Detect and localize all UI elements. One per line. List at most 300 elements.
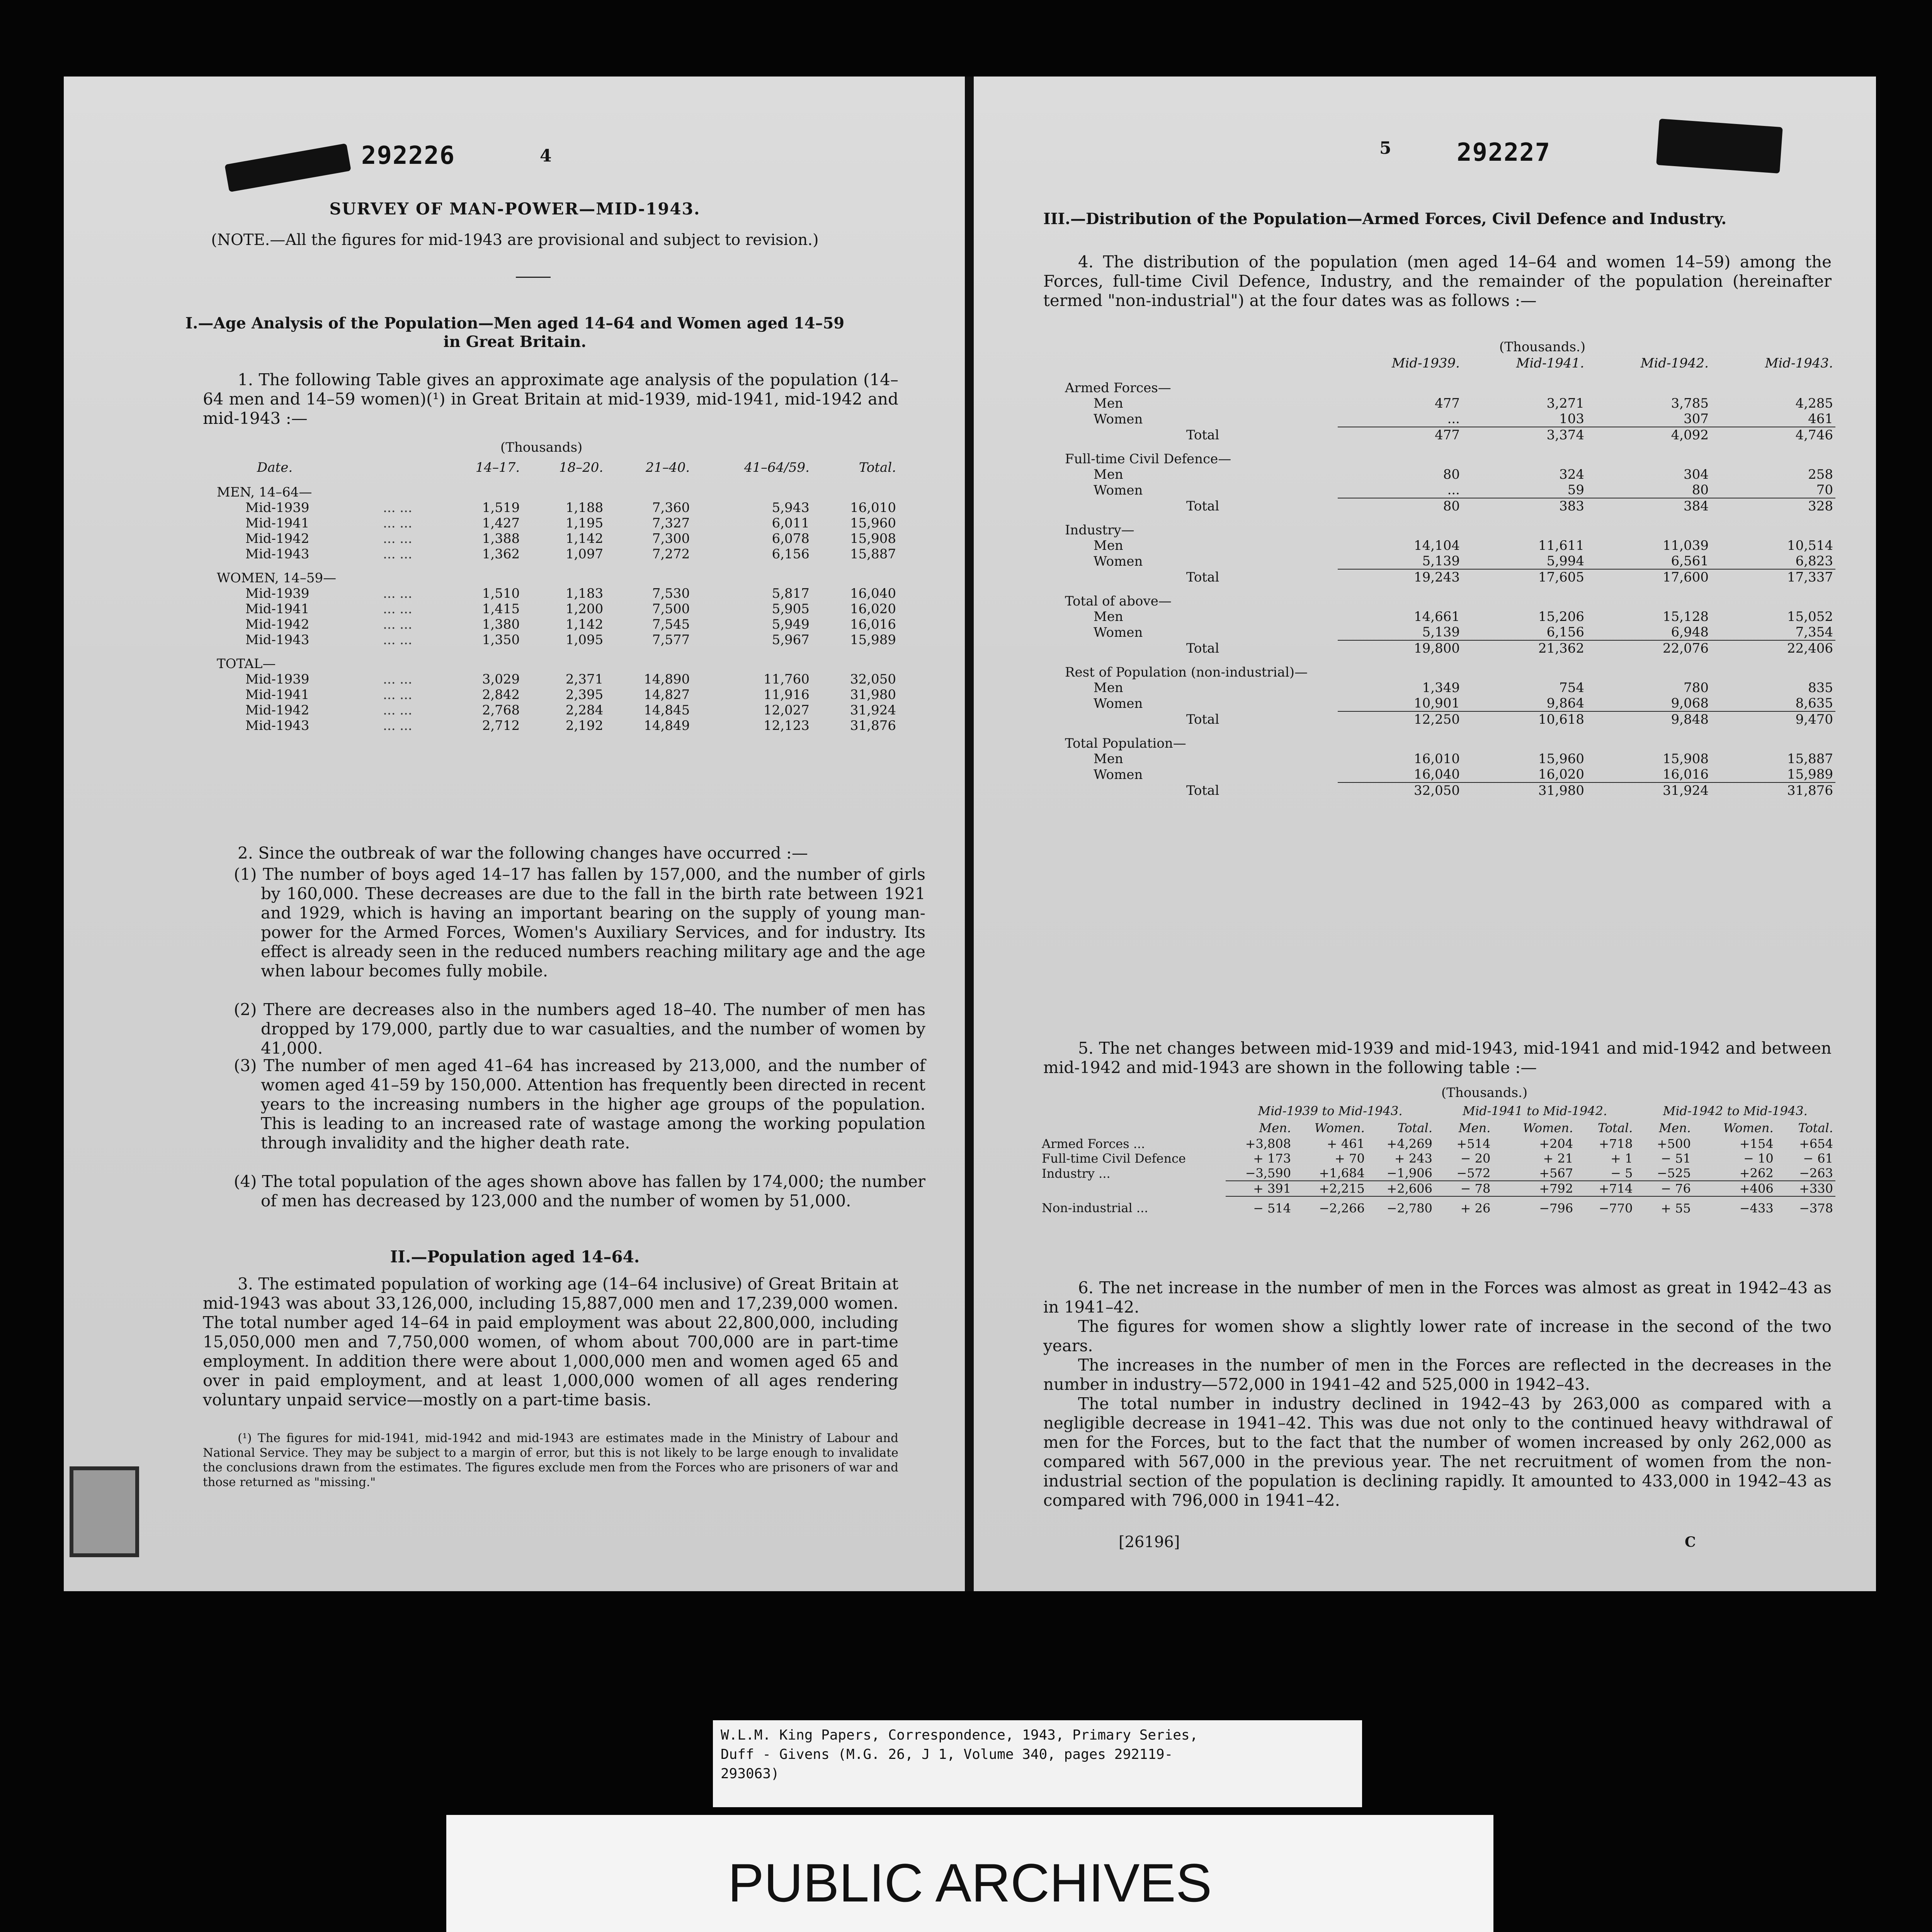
change-item-2: (2) There are decreases also in the numbers aged 18–40. The number of men has dropped by 179,000, partly due to war casualties, and the number of women by 41,000. bbox=[234, 1000, 925, 1058]
table-cell: 7,360 bbox=[652, 500, 690, 515]
table-row bbox=[214, 531, 898, 546]
table1-group-row bbox=[214, 562, 898, 586]
table-cell: +4,269 bbox=[1386, 1136, 1432, 1151]
table-cell: ... bbox=[1447, 411, 1460, 427]
total-label: Total bbox=[1186, 498, 1219, 514]
leader-dots: ... ... bbox=[383, 702, 412, 718]
signature-letter: C bbox=[1685, 1534, 1696, 1550]
table1-header: 21–40. bbox=[645, 460, 690, 475]
table-cell: 5,994 bbox=[1546, 553, 1584, 569]
table-cell: + 26 bbox=[1435, 1196, 1493, 1219]
table3-subheader: Total. bbox=[1397, 1121, 1432, 1135]
table-cell: 21,362 bbox=[1462, 640, 1587, 656]
table-cell: 4,285 bbox=[1795, 396, 1833, 411]
table-cell: 2,371 bbox=[565, 672, 604, 687]
table2-group-label: Armed Forces— bbox=[1065, 380, 1171, 396]
table-cell: 12,027 bbox=[763, 702, 810, 718]
table-cell: 304 bbox=[1684, 467, 1709, 482]
table-cell: − 5 bbox=[1611, 1166, 1633, 1180]
table-cell: 4,746 bbox=[1711, 427, 1835, 443]
table-cell: +500 bbox=[1656, 1136, 1691, 1151]
table-cell: + 70 bbox=[1335, 1151, 1365, 1166]
paragraph-3: 3. The estimated population of working age (14–64 inclusive) of Great Britain at mid-1943 was about 33,126,000, including 15,887,000 men and 17,239,000 women. The total number aged 14–64 in paid employment was about 22,800,000, including 15,050,000 men and 7,750,000 women, of whom about 700,000 are in part-time employment. In addition there were about 1,000,000 men and women aged 65 and over in paid employment, and at least 1,000,000 women of all ages rendering voluntary unpaid service—mostly on a part-time basis. bbox=[203, 1274, 898, 1409]
table-row bbox=[214, 687, 898, 702]
table1-group-row bbox=[214, 648, 898, 672]
row-label: Men bbox=[1094, 467, 1123, 482]
table-cell: 1,349 bbox=[1422, 680, 1460, 696]
table-cell: 1,097 bbox=[565, 546, 604, 562]
table-cell: 477 bbox=[1435, 396, 1460, 411]
table-row bbox=[1063, 396, 1835, 411]
table3-unit: (Thousands.) bbox=[1441, 1085, 1528, 1100]
table2-header: Mid-1939. bbox=[1391, 355, 1460, 371]
table-cell: 6,948 bbox=[1671, 624, 1709, 640]
table-cell: 5,139 bbox=[1422, 553, 1460, 569]
table-cell: + 21 bbox=[1543, 1151, 1573, 1166]
table-cell: 1,427 bbox=[482, 515, 520, 531]
table-row bbox=[1063, 680, 1835, 696]
table-cell: 6,078 bbox=[772, 531, 810, 546]
page-stamp-number: 292226 bbox=[361, 141, 456, 170]
table-cell: 7,272 bbox=[652, 546, 690, 562]
table-cell: − 514 bbox=[1226, 1196, 1293, 1219]
table-cell: 2,768 bbox=[482, 702, 520, 718]
table-cell: 9,470 bbox=[1711, 711, 1835, 727]
table1-header: Date. bbox=[257, 460, 293, 475]
table-row bbox=[1063, 467, 1835, 482]
leader-dots: ... ... bbox=[383, 500, 412, 515]
table-cell: 7,300 bbox=[652, 531, 690, 546]
row-label: Men bbox=[1094, 396, 1123, 411]
table-cell: 1,188 bbox=[565, 500, 604, 515]
table-cell: +3,808 bbox=[1245, 1136, 1291, 1151]
table-cell: 1,510 bbox=[482, 586, 520, 601]
table-cell: 7,577 bbox=[652, 632, 690, 648]
row-date: Mid-1943 bbox=[245, 632, 310, 648]
table-cell: −770 bbox=[1575, 1196, 1635, 1219]
paragraph-6: 6. The net increase in the number of men in the Forces was almost as great in 1942–43 as in 1941–42. bbox=[1043, 1278, 1832, 1316]
table-cell: 15,960 bbox=[1538, 751, 1584, 767]
table-cell: 11,611 bbox=[1538, 538, 1584, 553]
table-row bbox=[214, 546, 898, 562]
paragraph-8: The increases in the number of men in the Forces are reflected in the decreases in the number in industry—572,000 in 1941–42 and 525,000 in 1942–43. bbox=[1043, 1355, 1832, 1394]
page-title: SURVEY OF MAN-POWER—MID-1943. bbox=[329, 199, 701, 218]
table-row bbox=[214, 500, 898, 515]
table-row bbox=[1039, 1196, 1835, 1219]
paragraph-9: The total number in industry declined in 1942–43 by 263,000 as compared with a negligible decrease in 1941–42. This was due not only to the continued heavy withdrawal of men for the Forces, but to the fact that the number of women increased by only 262,000 as compared with 567,000 in the previous year. The net recruitment of women from the non-industrial section of the population is declining rapidly. It amounted to 433,000 in 1942–43 as compared with 796,000 in 1941–42. bbox=[1043, 1394, 1832, 1510]
table-row bbox=[1063, 538, 1835, 553]
table-cell: 15,128 bbox=[1663, 609, 1709, 624]
table-cell: 9,864 bbox=[1546, 696, 1584, 711]
table-row bbox=[214, 515, 898, 531]
table-cell: +654 bbox=[1799, 1136, 1833, 1151]
leader-dots: ... ... bbox=[383, 687, 412, 702]
table-cell: 8,635 bbox=[1795, 696, 1833, 711]
leader-dots: ... ... bbox=[383, 531, 412, 546]
net-changes-table bbox=[1039, 1102, 1835, 1219]
change-item-1: (1) The number of boys aged 14–17 has fallen by 157,000, and the number of girls by 160,000. These decreases are due to the fall in the birth rate between 1921 and 1929, which is having an important bearing on the supply of young man-power for the Armed Forces, Women's Auxiliary Services, and for industry. Its effect is already seen in the reduced numbers reaching military age and the age when labour becomes fully mobile. bbox=[234, 865, 925, 980]
table-cell: 14,104 bbox=[1414, 538, 1460, 553]
section2-heading: II.—Population aged 14–64. bbox=[390, 1247, 640, 1266]
table-total-row bbox=[1063, 427, 1835, 443]
table-cell: 7,354 bbox=[1795, 624, 1833, 640]
title-divider bbox=[516, 277, 551, 278]
table-cell: 5,949 bbox=[772, 617, 810, 632]
table-cell: +154 bbox=[1739, 1136, 1774, 1151]
table-cell: 59 bbox=[1567, 482, 1584, 498]
table-cell: 103 bbox=[1559, 411, 1584, 427]
table2-group-label: Total Population— bbox=[1065, 736, 1186, 751]
table-cell: + 391 bbox=[1226, 1181, 1293, 1196]
table-row bbox=[214, 718, 898, 733]
table-cell: −2,266 bbox=[1293, 1196, 1367, 1219]
table-cell: 2,395 bbox=[565, 687, 604, 702]
table-cell: − 78 bbox=[1435, 1181, 1493, 1196]
table-cell: 328 bbox=[1711, 498, 1835, 514]
row-date: Mid-1943 bbox=[245, 546, 310, 562]
table-cell: 17,337 bbox=[1711, 569, 1835, 585]
table-cell: 3,271 bbox=[1546, 396, 1584, 411]
table1-group-label: TOTAL— bbox=[217, 656, 276, 672]
table-cell: 6,823 bbox=[1795, 553, 1833, 569]
table-row bbox=[1039, 1166, 1835, 1181]
table1-group-label: MEN, 14–64— bbox=[217, 485, 312, 500]
change-item-4: (4) The total population of the ages shown above has fallen by 174,000; the number of men has decreased by 123,000 and the number of women by 51,000. bbox=[234, 1172, 925, 1210]
table-cell: 384 bbox=[1587, 498, 1711, 514]
table-cell: 22,076 bbox=[1587, 640, 1711, 656]
table-cell: 15,908 bbox=[1663, 751, 1709, 767]
page-number: 4 bbox=[540, 146, 552, 166]
table-cell: +406 bbox=[1693, 1181, 1776, 1196]
table-cell: 16,010 bbox=[850, 500, 896, 515]
table-cell: 7,500 bbox=[652, 601, 690, 617]
row-label: Women bbox=[1094, 624, 1143, 640]
table-cell: 31,876 bbox=[850, 718, 896, 733]
table-cell: 324 bbox=[1559, 467, 1584, 482]
total-label: Total bbox=[1186, 569, 1219, 585]
redaction-bar bbox=[224, 143, 351, 192]
table1-group-row bbox=[214, 476, 898, 500]
table-cell: 16,016 bbox=[850, 617, 896, 632]
table-cell: −433 bbox=[1693, 1196, 1776, 1219]
table-row bbox=[1039, 1151, 1835, 1166]
change-item-3: (3) The number of men aged 41–64 has increased by 213,000, and the number of women aged 41–59 by 150,000. Attention has frequently been directed in recent years to the increasing numbers in the higher age groups of the population. This is leading to an increased rate of wastage among the working population through invalidity and the higher death rate. bbox=[234, 1056, 925, 1152]
table2-unit: (Thousands.) bbox=[1499, 339, 1586, 355]
table-cell: 1,380 bbox=[482, 617, 520, 632]
table-cell: 12,123 bbox=[763, 718, 810, 733]
table-cell: −3,590 bbox=[1245, 1166, 1291, 1180]
table-cell: 7,327 bbox=[652, 515, 690, 531]
table-row bbox=[214, 617, 898, 632]
leader-dots: ... ... bbox=[383, 617, 412, 632]
table-cell: +514 bbox=[1456, 1136, 1491, 1151]
table-cell: +262 bbox=[1739, 1166, 1774, 1180]
table-cell: 6,011 bbox=[772, 515, 810, 531]
table-row bbox=[1063, 553, 1835, 569]
table-cell: 16,040 bbox=[850, 586, 896, 601]
table-cell: 15,989 bbox=[1787, 767, 1833, 782]
table-cell: 1,142 bbox=[565, 531, 604, 546]
table-cell: 19,243 bbox=[1338, 569, 1462, 585]
table-cell: 1,519 bbox=[482, 500, 520, 515]
table-cell: 70 bbox=[1816, 482, 1833, 498]
print-code: [26196] bbox=[1119, 1533, 1180, 1551]
table-cell: −263 bbox=[1799, 1166, 1833, 1180]
table-cell: 15,206 bbox=[1538, 609, 1584, 624]
row-label: Full-time Civil Defence bbox=[1042, 1151, 1186, 1166]
table-cell: 383 bbox=[1462, 498, 1587, 514]
table-cell: 754 bbox=[1559, 680, 1584, 696]
table-cell: 31,924 bbox=[1587, 782, 1711, 798]
paragraph-7: The figures for women show a slightly lower rate of increase in the second of the two years. bbox=[1043, 1317, 1832, 1355]
table3-subheader: Men. bbox=[1659, 1121, 1691, 1135]
table-row bbox=[1063, 624, 1835, 640]
table-cell: 16,020 bbox=[1538, 767, 1584, 782]
table-cell: 11,039 bbox=[1663, 538, 1709, 553]
section1-heading-line2: in Great Britain. bbox=[443, 333, 587, 351]
right-page bbox=[974, 77, 1876, 1591]
table-row bbox=[214, 672, 898, 687]
table-cell: 14,849 bbox=[644, 718, 690, 733]
table-cell: −796 bbox=[1493, 1196, 1575, 1219]
paragraph-4: 4. The distribution of the population (men aged 14–64 and women 14–59) among the Forces, full-time Civil Defence, Industry, and the remainder of the population (hereinafter termed "non-industrial") at the four dates was as follows :— bbox=[1043, 252, 1832, 310]
table-cell: +1,684 bbox=[1319, 1166, 1365, 1180]
table-cell: + 461 bbox=[1327, 1136, 1365, 1151]
table-cell: 7,530 bbox=[652, 586, 690, 601]
table-total-row bbox=[1063, 711, 1835, 727]
table2-group-label: Full-time Civil Defence— bbox=[1065, 451, 1231, 467]
row-label: Women bbox=[1094, 482, 1143, 498]
row-label: Non-industrial ... bbox=[1042, 1201, 1148, 1215]
archive-reference-line2: Duff - Givens (M.G. 26, J 1, Volume 340, pages 292119- bbox=[721, 1747, 1173, 1762]
table-cell: +2,606 bbox=[1367, 1181, 1435, 1196]
table-cell: 22,406 bbox=[1711, 640, 1835, 656]
leader-dots: ... ... bbox=[383, 586, 412, 601]
archives-card-line1: PUBLIC ARCHIVES bbox=[728, 1852, 1212, 1913]
table-cell: − 51 bbox=[1661, 1151, 1691, 1166]
table-cell: 15,887 bbox=[1787, 751, 1833, 767]
table-cell: 14,845 bbox=[644, 702, 690, 718]
table-cell: 461 bbox=[1808, 411, 1833, 427]
table-cell: 15,887 bbox=[850, 546, 896, 562]
table-cell: 258 bbox=[1808, 467, 1833, 482]
table-row bbox=[214, 601, 898, 617]
row-label: Men bbox=[1094, 538, 1123, 553]
table-cell: + 1 bbox=[1611, 1151, 1633, 1166]
total-label: Total bbox=[1186, 640, 1219, 656]
leader-dots: ... ... bbox=[383, 672, 412, 687]
table2-header: Mid-1941. bbox=[1516, 355, 1584, 371]
page-number: 5 bbox=[1379, 138, 1391, 158]
table-row bbox=[1063, 609, 1835, 624]
row-date: Mid-1939 bbox=[245, 500, 310, 515]
leader-dots: ... ... bbox=[383, 515, 412, 531]
table-cell: −572 bbox=[1456, 1166, 1491, 1180]
table2-group-row bbox=[1063, 514, 1835, 538]
section1-heading-line1: I.—Age Analysis of the Population—Men aged 14–64 and Women aged 14–59 bbox=[185, 314, 845, 332]
table-cell: 80 bbox=[1692, 482, 1709, 498]
table-cell: 5,139 bbox=[1422, 624, 1460, 640]
table-cell: +567 bbox=[1539, 1166, 1573, 1180]
binder-clip bbox=[70, 1466, 139, 1557]
row-date: Mid-1942 bbox=[245, 617, 310, 632]
table-row bbox=[1063, 696, 1835, 711]
table-cell: 1,095 bbox=[565, 632, 604, 648]
table3-subheader: Women. bbox=[1523, 1121, 1573, 1135]
table1-header: 18–20. bbox=[559, 460, 604, 475]
row-label: Industry ... bbox=[1042, 1166, 1111, 1181]
table-cell: 31,876 bbox=[1711, 782, 1835, 798]
table-cell: +330 bbox=[1776, 1181, 1835, 1196]
table2-group-row bbox=[1063, 372, 1835, 396]
table1-header: 41–64/59. bbox=[744, 460, 810, 475]
table-cell: 12,250 bbox=[1338, 711, 1462, 727]
section1-heading bbox=[141, 314, 889, 351]
table-cell: 4,092 bbox=[1587, 427, 1711, 443]
table-cell: 1,195 bbox=[565, 515, 604, 531]
table-cell: 15,960 bbox=[850, 515, 896, 531]
table3-period: Mid-1942 to Mid-1943. bbox=[1663, 1104, 1808, 1118]
table-cell: 2,842 bbox=[482, 687, 520, 702]
table-cell: 307 bbox=[1684, 411, 1709, 427]
table-cell: ... bbox=[1447, 482, 1460, 498]
row-label: Women bbox=[1094, 696, 1143, 711]
table-cell: 32,050 bbox=[1338, 782, 1462, 798]
table1-unit: (Thousands) bbox=[500, 440, 583, 455]
table-row bbox=[214, 702, 898, 718]
row-label: Armed Forces ... bbox=[1042, 1136, 1145, 1151]
table-cell: 5,905 bbox=[772, 601, 810, 617]
table3-subheader: Women. bbox=[1314, 1121, 1365, 1135]
table-cell: 31,980 bbox=[850, 687, 896, 702]
table2-group-row bbox=[1063, 727, 1835, 751]
table-cell: −2,780 bbox=[1367, 1196, 1435, 1219]
section3-heading: III.—Distribution of the Population—Armed Forces, Civil Defence and Industry. bbox=[1043, 210, 1727, 228]
table2-header: Mid-1942. bbox=[1640, 355, 1709, 371]
table-row bbox=[1063, 767, 1835, 782]
table-cell: 14,661 bbox=[1414, 609, 1460, 624]
table-cell: +718 bbox=[1599, 1136, 1633, 1151]
left-page bbox=[64, 77, 966, 1591]
table-cell: −1,906 bbox=[1386, 1166, 1432, 1180]
table-cell: +792 bbox=[1493, 1181, 1575, 1196]
row-date: Mid-1941 bbox=[245, 515, 310, 531]
table-total-row bbox=[1063, 782, 1835, 798]
table-cell: 17,605 bbox=[1462, 569, 1587, 585]
table-cell: 16,020 bbox=[850, 601, 896, 617]
table-cell: 10,618 bbox=[1462, 711, 1587, 727]
table-cell: 3,785 bbox=[1671, 396, 1709, 411]
archive-reference-label bbox=[713, 1720, 1362, 1807]
row-date: Mid-1942 bbox=[245, 531, 310, 546]
total-label: Total bbox=[1186, 427, 1219, 443]
table-cell: 5,817 bbox=[772, 586, 810, 601]
table-cell: 1,388 bbox=[482, 531, 520, 546]
row-label: Women bbox=[1094, 767, 1143, 782]
table-row bbox=[214, 586, 898, 601]
paragraph-2: 2. Since the outbreak of war the following changes have occurred :— bbox=[238, 844, 808, 862]
table-cell: 835 bbox=[1808, 680, 1833, 696]
table-cell: 6,561 bbox=[1671, 553, 1709, 569]
row-date: Mid-1939 bbox=[245, 672, 310, 687]
table2-group-row bbox=[1063, 656, 1835, 680]
table-cell: 15,052 bbox=[1787, 609, 1833, 624]
leader-dots: ... ... bbox=[383, 632, 412, 648]
row-date: Mid-1942 bbox=[245, 702, 310, 718]
row-date: Mid-1941 bbox=[245, 601, 310, 617]
table-cell: 1,200 bbox=[565, 601, 604, 617]
table-cell: 15,908 bbox=[850, 531, 896, 546]
total-label: Total bbox=[1186, 711, 1219, 727]
table-cell: −378 bbox=[1776, 1196, 1835, 1219]
row-label: Men bbox=[1094, 680, 1123, 696]
row-date: Mid-1943 bbox=[245, 718, 310, 733]
table-row bbox=[1039, 1181, 1835, 1196]
age-analysis-table bbox=[214, 459, 898, 733]
table-cell: +2,215 bbox=[1293, 1181, 1367, 1196]
table-cell: 5,967 bbox=[772, 632, 810, 648]
table2-group-label: Rest of Population (non-industrial)— bbox=[1065, 665, 1308, 680]
table-row bbox=[1039, 1136, 1835, 1151]
table-cell: 1,362 bbox=[482, 546, 520, 562]
row-date: Mid-1939 bbox=[245, 586, 310, 601]
table-row bbox=[1063, 751, 1835, 767]
table-cell: 19,800 bbox=[1338, 640, 1462, 656]
table-cell: 10,514 bbox=[1787, 538, 1833, 553]
table-cell: 11,916 bbox=[763, 687, 810, 702]
table3-subheader: Total. bbox=[1798, 1121, 1833, 1135]
paragraph-5: 5. The net changes between mid-1939 and mid-1943, mid-1941 and mid-1942 and between mid-1942 and mid-1943 are shown in the following table :— bbox=[1043, 1039, 1832, 1077]
table-cell: 32,050 bbox=[850, 672, 896, 687]
leader-dots: ... ... bbox=[383, 718, 412, 733]
table-cell: − 10 bbox=[1743, 1151, 1774, 1166]
table-cell: 5,943 bbox=[772, 500, 810, 515]
paragraph-1: 1. The following Table gives an approximate age analysis of the population (14–64 men and 14–59 women)(¹) in Great Britain at mid-1939, mid-1941, mid-1942 and mid-1943 :— bbox=[203, 370, 898, 428]
table-cell: 6,156 bbox=[1546, 624, 1584, 640]
table3-subheader: Women. bbox=[1723, 1121, 1774, 1135]
row-label: Women bbox=[1094, 411, 1143, 427]
row-label bbox=[1039, 1181, 1226, 1196]
table-cell: 17,600 bbox=[1587, 569, 1711, 585]
provisional-note: (NOTE.—All the figures for mid-1943 are provisional and subject to revision.) bbox=[211, 231, 819, 249]
table-cell: − 20 bbox=[1460, 1151, 1491, 1166]
table-cell: 1,183 bbox=[565, 586, 604, 601]
table2-header: Mid-1943. bbox=[1765, 355, 1833, 371]
table-cell: + 55 bbox=[1635, 1196, 1693, 1219]
table3-subheader: Men. bbox=[1458, 1121, 1491, 1135]
table3-subheader: Total. bbox=[1598, 1121, 1633, 1135]
page-stamp-number: 292227 bbox=[1457, 138, 1551, 167]
table1-header: Total. bbox=[859, 460, 896, 475]
table-cell: 1,350 bbox=[482, 632, 520, 648]
row-label: Women bbox=[1094, 553, 1143, 569]
table-cell: 9,068 bbox=[1671, 696, 1709, 711]
table1-header: 14–17. bbox=[475, 460, 520, 475]
table2-group-row bbox=[1063, 443, 1835, 467]
table-cell: 15,989 bbox=[850, 632, 896, 648]
table-cell: 14,827 bbox=[644, 687, 690, 702]
table-cell: 16,016 bbox=[1663, 767, 1709, 782]
table-cell: + 243 bbox=[1394, 1151, 1432, 1166]
table-row bbox=[1063, 411, 1835, 427]
table-cell: 31,980 bbox=[1462, 782, 1587, 798]
table2-group-row bbox=[1063, 585, 1835, 609]
table3-period: Mid-1941 to Mid-1942. bbox=[1463, 1104, 1607, 1118]
table2-group-label: Total of above— bbox=[1065, 594, 1172, 609]
table-cell: 7,545 bbox=[652, 617, 690, 632]
table-cell: 10,901 bbox=[1414, 696, 1460, 711]
public-archives-card bbox=[446, 1815, 1493, 1932]
